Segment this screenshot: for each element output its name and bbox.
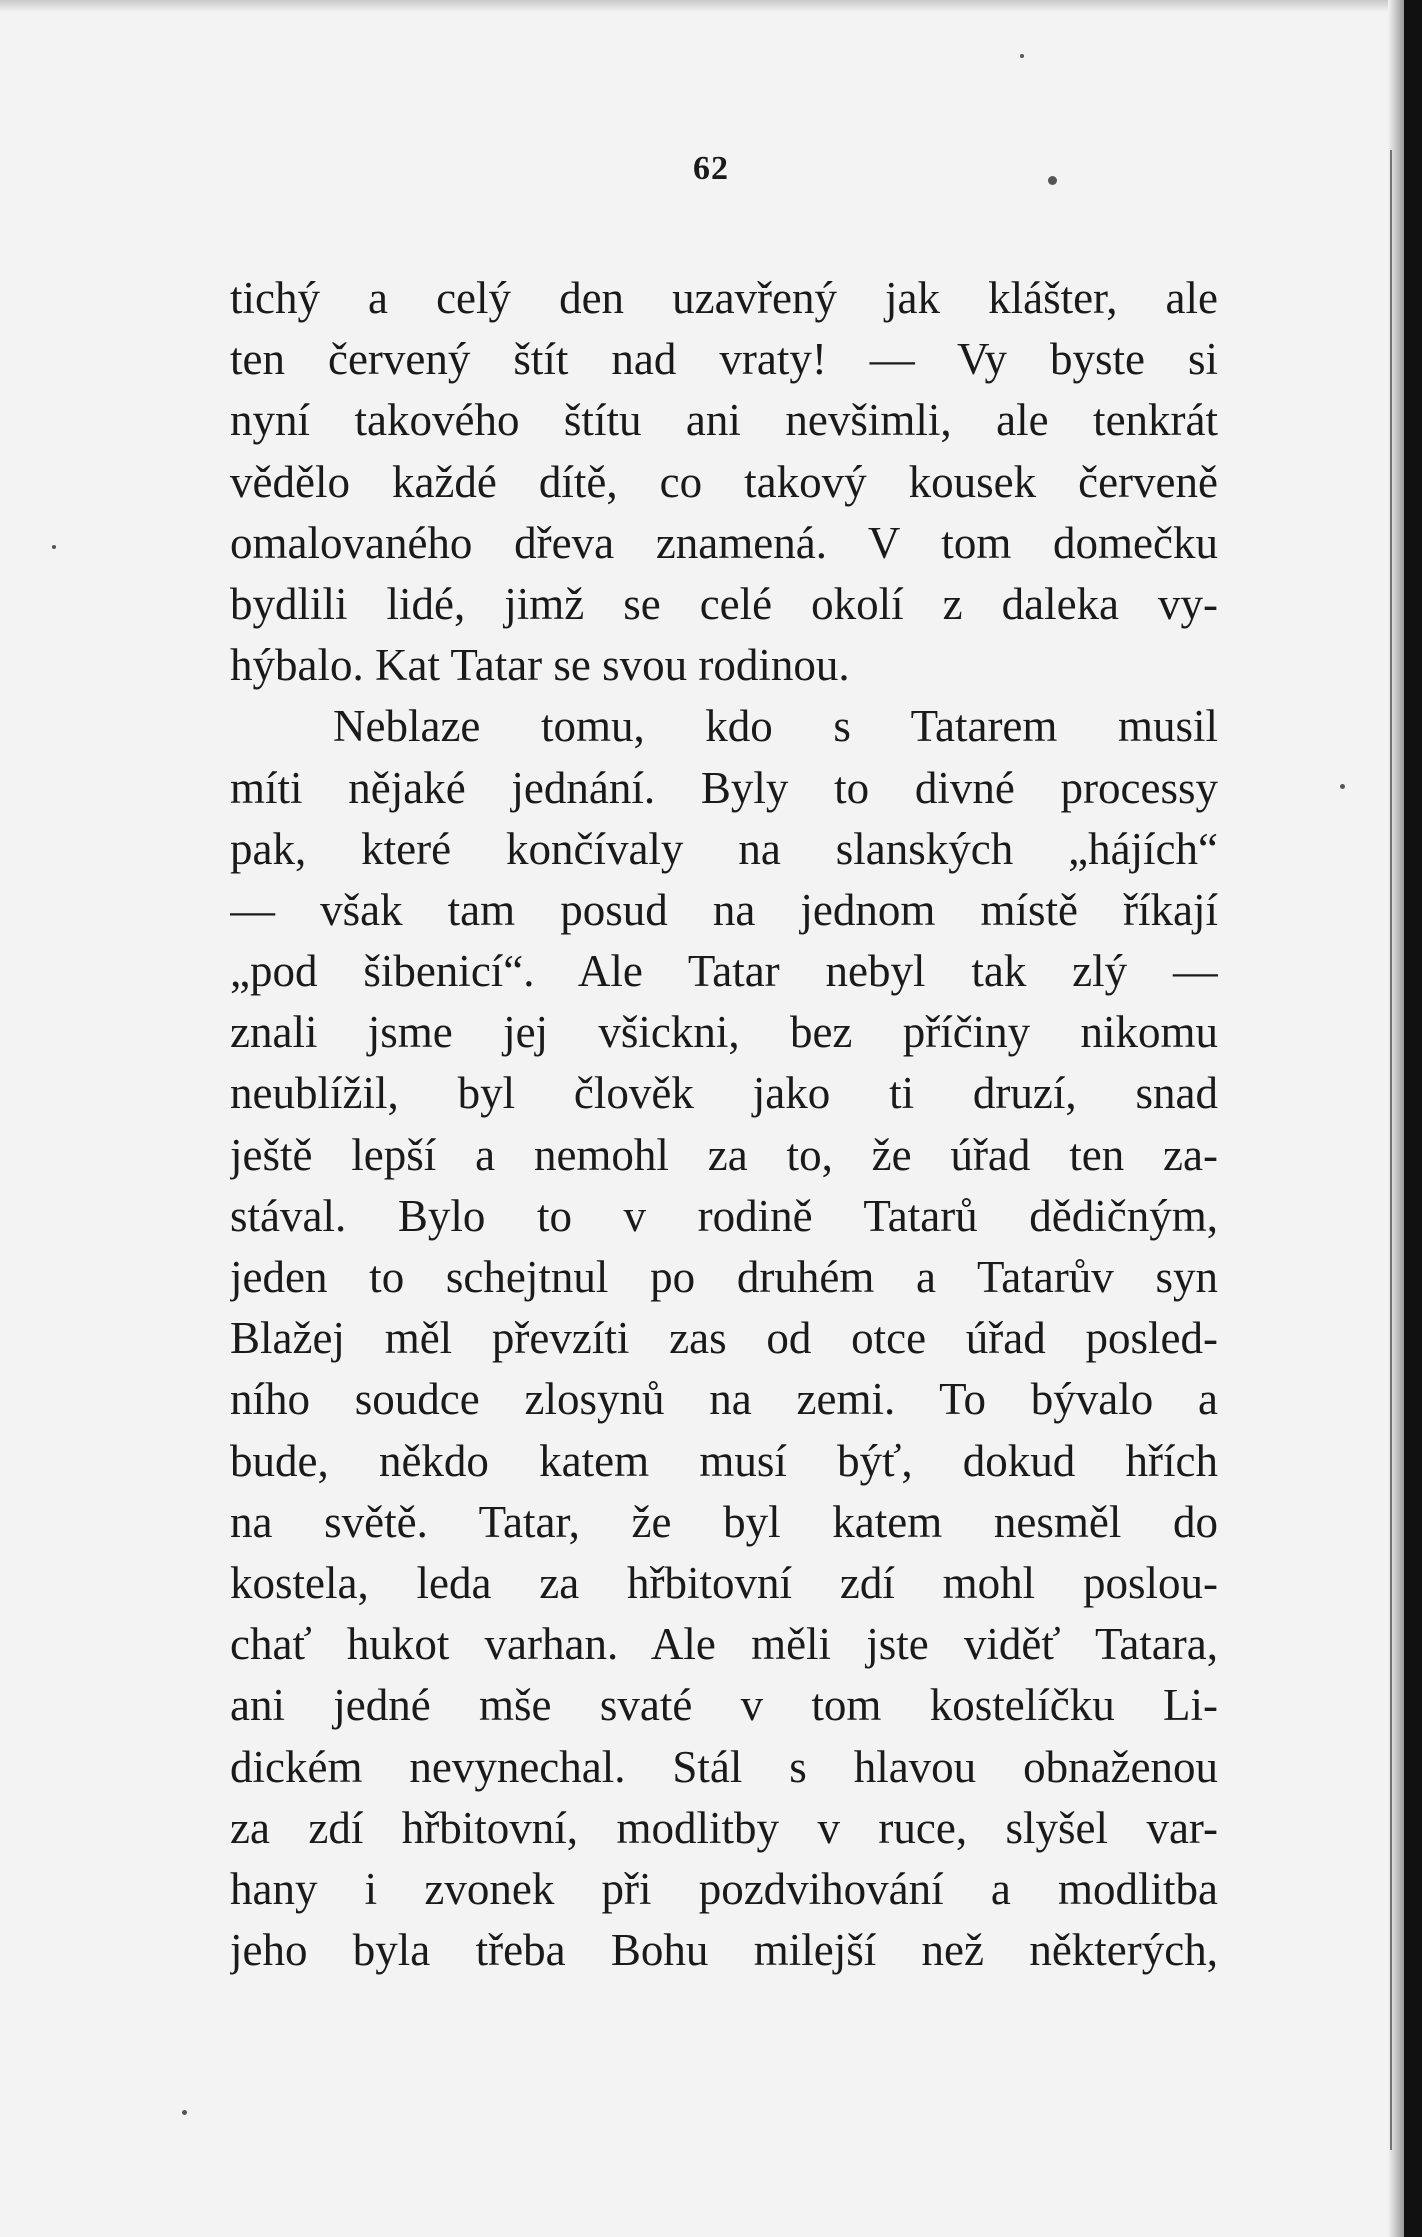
- scan-speck: [182, 2110, 187, 2115]
- scan-right-edge: [1404, 0, 1422, 2237]
- text-line: vědělo každé dítě, co takový kousek červeně: [230, 456, 1218, 507]
- scan-gutter-line: [1390, 150, 1392, 2150]
- scan-speck: [1340, 784, 1345, 789]
- text-line: — však tam posud na jednom místě říkají: [230, 884, 1218, 935]
- text-line: omalovaného dřeva znamená. V tom domečku: [230, 517, 1218, 568]
- text-line: tichý a celý den uzavřený jak klášter, ale: [230, 273, 1218, 323]
- text-line: nyní takového štítu ani nevšimli, ale tenkrát: [230, 395, 1218, 446]
- text-line: kostela, leda za hřbitovní zdí mohl poslou-: [230, 1557, 1218, 1608]
- text-line: ještě lepší a nemohl za to, že úřad ten za-: [230, 1129, 1218, 1180]
- text-line: jeho byla třeba Bohu milejší než některých,: [230, 1925, 1218, 1976]
- body-text: [230, 268, 1218, 1981]
- scan-speck: [1020, 54, 1024, 58]
- text-line: míti nějaké jednání. Byly to divné processy: [230, 762, 1218, 813]
- text-line: za zdí hřbitovní, modlitby v ruce, slyšel var-: [230, 1802, 1218, 1853]
- text-line-paragraph-start: Neblaze tomu, kdo s Tatarem musil: [333, 701, 1218, 752]
- text-line: bude, někdo katem musí býť, dokud hřích: [230, 1435, 1218, 1486]
- text-line: ten červený štít nad vraty! — Vy byste si: [230, 334, 1218, 385]
- text-line: Blažej měl převzíti zas od otce úřad posled-: [230, 1313, 1218, 1364]
- text-line: pak, které končívaly na slanských „hájích“: [230, 823, 1218, 874]
- text-line: jeden to schejtnul po druhém a Tatarův syn: [230, 1252, 1218, 1302]
- text-line: neublížil, byl člověk jako ti druzí, snad: [230, 1068, 1218, 1119]
- text-line: „pod šibenicí“. Ale Tatar nebyl tak zlý —: [230, 946, 1218, 997]
- text-line: bydlili lidé, jimž se celé okolí z daleka vy-: [230, 578, 1218, 629]
- text-line: znali jsme jej všickni, bez příčiny nikomu: [230, 1007, 1218, 1058]
- text-line: ního soudce zlosynů na zemi. To bývalo a: [230, 1374, 1218, 1425]
- page-number: 62: [693, 150, 729, 187]
- text-line: hýbalo. Kat Tatar se svou rodinou.: [230, 640, 850, 691]
- text-line: dickém nevynechal. Stál s hlavou obnaženou: [230, 1741, 1218, 1792]
- text-line: na světě. Tatar, že byl katem nesměl do: [230, 1496, 1218, 1547]
- scan-top-edge: [0, 0, 1422, 12]
- text-line: chať hukot varhan. Ale měli jste viděť Tatara,: [230, 1619, 1218, 1670]
- scan-speck: [52, 545, 56, 549]
- text-line: hany i zvonek při pozdvihování a modlitba: [230, 1863, 1218, 1914]
- text-line: ani jedné mše svaté v tom kostelíčku Li-: [230, 1680, 1218, 1731]
- text-line: stával. Bylo to v rodině Tatarů dědičným,: [230, 1190, 1218, 1241]
